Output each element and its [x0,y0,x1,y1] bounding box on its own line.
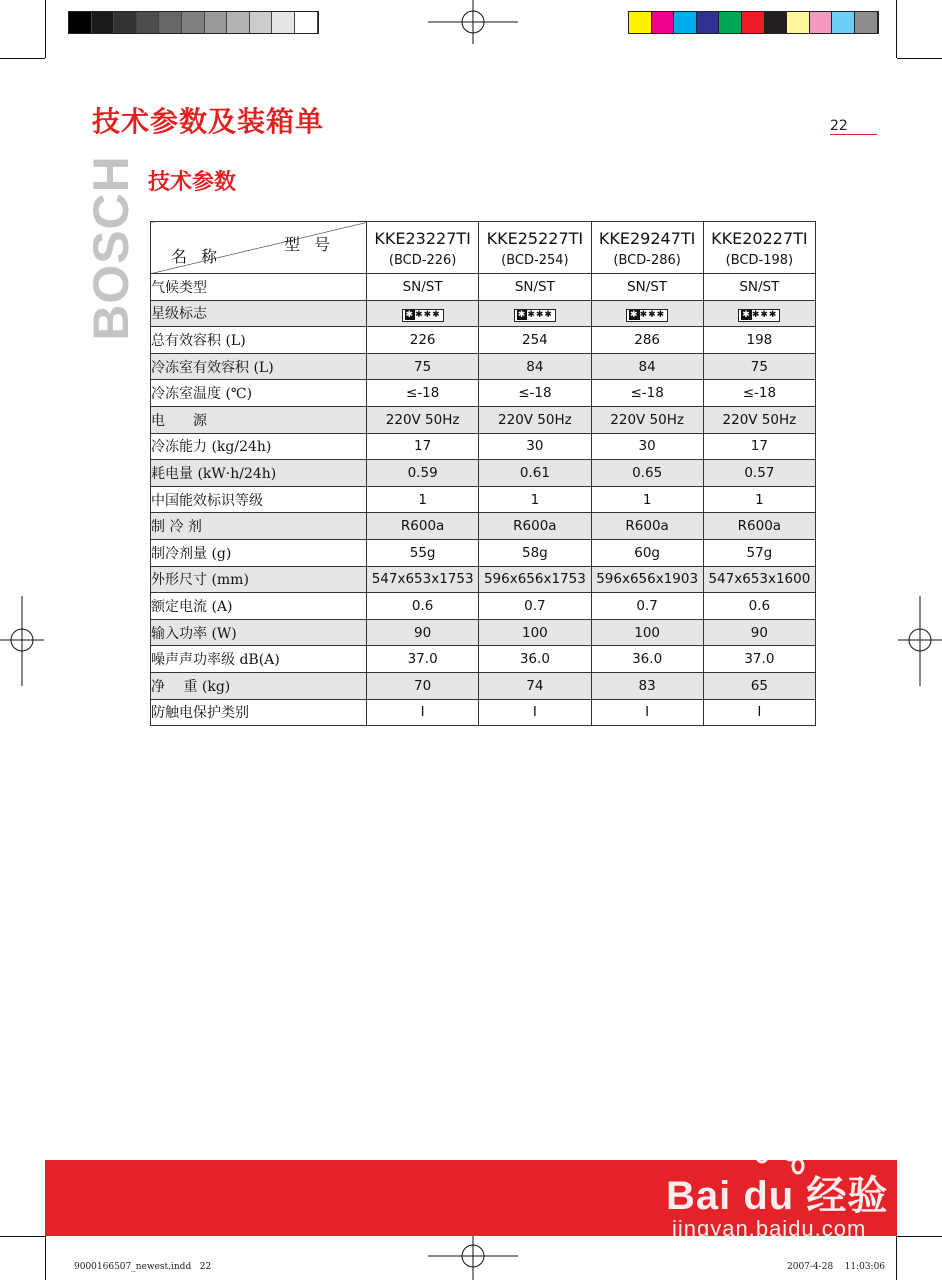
watermark-main-text: Bai du 经验 [666,1174,889,1218]
table-cell: 37.0 [703,646,815,673]
row-label: 额定电流 (A) [151,593,367,620]
star-rating-icon [514,309,556,322]
gray-swatch [114,12,137,33]
row-label: 耗电量 (kW·h/24h) [151,460,367,487]
table-cell: 0.61 [479,460,591,487]
table-cell: 70 [367,672,479,699]
table-cell: 75 [367,353,479,380]
model-column-header [703,222,815,274]
star-rating-symbol: ✱ [517,309,527,320]
table-cell: I [703,699,815,726]
table-cell: 0.59 [367,460,479,487]
table-cell: 17 [703,433,815,460]
table-cell: 0.7 [591,593,703,620]
crop-mark [896,0,897,58]
model-column-header [479,222,591,274]
registration-mark-icon [0,596,44,686]
table-cell: R600a [367,513,479,540]
table-row [151,300,816,327]
table-row [151,327,816,354]
row-label: 制冷剂量 (g) [151,539,367,566]
registration-mark-icon [428,1236,518,1280]
table-cell: 37.0 [367,646,479,673]
color-swatch [697,12,720,33]
corner-model-label: 型号 [283,235,344,254]
model-column-header [367,222,479,274]
table-row [151,566,816,593]
table-cell: SN/ST [367,274,479,301]
table-cell: 220V 50Hz [591,406,703,433]
model-name: KKE20227TI [711,229,808,248]
crop-mark [897,58,942,59]
brand-logo [66,155,156,341]
row-label: 冷冻能力 (kg/24h) [151,433,367,460]
table-row [151,353,816,380]
star-rating-symbol: ✱ [630,309,639,320]
table-corner-cell [151,222,367,274]
page-number: 22 [830,118,877,135]
star-rating-symbol: ✱ [405,309,415,320]
table-row [151,433,816,460]
color-swatch [810,12,833,33]
table-cell: 90 [703,619,815,646]
color-swatch [629,12,652,33]
model-code: (BCD-226) [388,253,457,268]
gray-swatch [159,12,182,33]
section-title: 技术参数 [148,170,237,195]
table-cell: R600a [479,513,591,540]
table-cell: 1 [479,486,591,513]
model-code: (BCD-254) [501,253,569,268]
color-swatch [652,12,675,33]
star-rating-icon [626,309,668,322]
model-column-header [591,222,703,274]
table-cell: 220V 50Hz [703,406,815,433]
row-label: 冷冻室温度 (℃) [151,380,367,407]
table-row [151,380,816,407]
row-label: 外形尺寸 (mm) [151,566,367,593]
spec-table [150,221,816,726]
gray-swatch [227,12,250,33]
gray-swatch [250,12,273,33]
table-cell: 55g [367,539,479,566]
table-row [151,699,816,726]
table-cell: 220V 50Hz [367,406,479,433]
gray-swatch [92,12,115,33]
table-cell: ≤-18 [703,380,815,407]
star-rating-cell [703,300,815,327]
table-cell: 17 [367,433,479,460]
table-row [151,672,816,699]
star-rating-cell [591,300,703,327]
table-row [151,619,816,646]
table-cell: 254 [479,327,591,354]
star-rating-stars: ✱✱✱ [527,309,553,320]
table-cell: 596x656x1753 [479,566,591,593]
table-cell: SN/ST [703,274,815,301]
model-code: (BCD-198) [725,253,794,268]
table-cell: 1 [591,486,703,513]
model-name: KKE23227TI [374,229,471,248]
slug-file-info: 9000166507_newest.indd 22 [74,1262,212,1272]
table-cell: I [367,699,479,726]
table-cell: 83 [591,672,703,699]
table-cell: 60g [591,539,703,566]
star-rating-stars: ✱✱✱ [415,309,441,320]
color-swatch [855,12,878,33]
row-label: 冷冻室有效容积 (L) [151,353,367,380]
star-rating-symbol: ✱ [742,309,751,320]
table-cell: 0.6 [703,593,815,620]
table-cell: I [591,699,703,726]
table-cell: ≤-18 [479,380,591,407]
table-cell: ≤-18 [591,380,703,407]
model-code: (BCD-286) [613,253,681,268]
table-cell: 90 [367,619,479,646]
table-cell: 30 [591,433,703,460]
crop-mark [896,1236,897,1280]
table-cell: 75 [703,353,815,380]
watermark-url: jingyan.baidu.com [672,1216,867,1241]
table-cell: R600a [591,513,703,540]
page-title: 技术参数及装箱单 [92,105,325,138]
table-cell: SN/ST [591,274,703,301]
star-rating-icon [402,309,444,322]
model-name: KKE25227TI [486,229,584,248]
color-swatch [742,12,765,33]
table-row [151,513,816,540]
row-label: 净 重 (kg) [151,672,367,699]
color-swatch [832,12,855,33]
table-cell: I [479,699,591,726]
star-rating-stars: ✱✱✱ [751,309,778,320]
row-label: 气候类型 [151,274,367,301]
registration-mark-icon [428,0,518,44]
gray-swatch [205,12,228,33]
table-cell: 65 [703,672,815,699]
slug-timestamp: 2007-4-28 11:03:06 [787,1262,886,1272]
star-rating-icon [738,309,780,322]
crop-mark [0,58,45,59]
table-cell: 547x653x1753 [367,566,479,593]
table-cell: 547x653x1600 [703,566,815,593]
table-row [151,593,816,620]
gray-swatch [137,12,160,33]
table-cell: 198 [703,327,815,354]
table-cell: 84 [479,353,591,380]
model-name: KKE29247TI [598,229,696,248]
row-label: 输入功率 (W) [151,619,367,646]
table-cell: ≤-18 [367,380,479,407]
table-cell: 100 [591,619,703,646]
table-cell: 220V 50Hz [479,406,591,433]
gray-swatch [295,12,318,33]
star-rating-stars: ✱✱✱ [639,309,666,320]
row-label: 制 冷 剂 [151,513,367,540]
table-cell: 0.57 [703,460,815,487]
spec-table-body [151,274,816,726]
table-cell: 100 [479,619,591,646]
table-row [151,274,816,301]
color-swatch [719,12,742,33]
row-label: 星级标志 [151,300,367,327]
color-calibration-bar [628,11,879,34]
row-label: 中国能效标识等级 [151,486,367,513]
table-header-row [151,222,816,274]
table-cell: 0.6 [367,593,479,620]
table-cell: 596x656x1903 [591,566,703,593]
crop-mark [45,0,46,58]
crop-mark [0,1236,45,1237]
table-cell: 30 [479,433,591,460]
table-cell: 74 [479,672,591,699]
gray-swatch [182,12,205,33]
table-row [151,460,816,487]
watermark [662,1136,892,1246]
table-row [151,646,816,673]
table-cell: R600a [703,513,815,540]
table-cell: 58g [479,539,591,566]
table-row [151,486,816,513]
table-cell: SN/ST [479,274,591,301]
row-label: 电 源 [151,406,367,433]
table-cell: 57g [703,539,815,566]
table-cell: 1 [367,486,479,513]
row-label: 噪声声功率级 dB(A) [151,646,367,673]
color-swatch [787,12,810,33]
table-cell: 0.7 [479,593,591,620]
table-row [151,406,816,433]
table-cell: 286 [591,327,703,354]
color-swatch [674,12,697,33]
brand-logo-text: BOSCH [83,155,140,341]
color-swatch [765,12,788,33]
table-cell: 36.0 [479,646,591,673]
row-label: 总有效容积 (L) [151,327,367,354]
grayscale-calibration-bar [68,11,319,34]
gray-swatch [69,12,92,33]
table-cell: 36.0 [591,646,703,673]
registration-mark-icon [898,596,942,686]
table-row [151,539,816,566]
table-cell: 84 [591,353,703,380]
crop-mark [45,1236,46,1280]
crop-mark [897,1236,942,1237]
star-rating-cell [367,300,479,327]
row-label: 防触电保护类别 [151,699,367,726]
star-rating-cell [479,300,591,327]
corner-name-label: 名称 [171,247,232,266]
gray-swatch [272,12,295,33]
table-cell: 1 [703,486,815,513]
table-cell: 226 [367,327,479,354]
table-cell: 0.65 [591,460,703,487]
